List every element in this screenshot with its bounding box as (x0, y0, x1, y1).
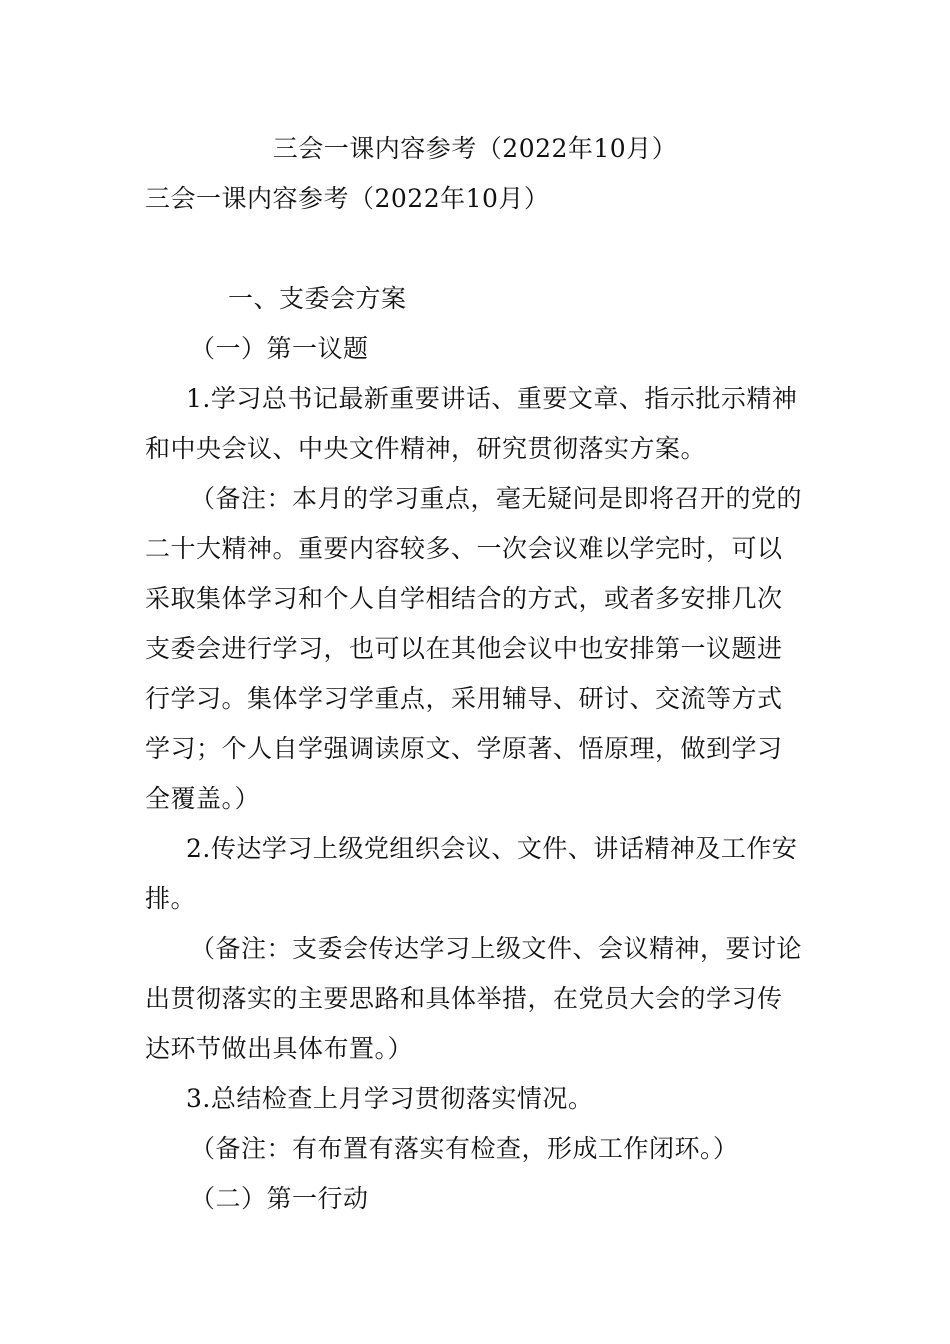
paragraph-line: 和中央会议、中央文件精神，研究贯彻落实方案。 (145, 434, 707, 463)
paragraph-line: 3.总结检查上月学习贯彻落实情况。 (186, 1084, 594, 1113)
document-title: 三会一课内容参考（2022年10月） (272, 134, 678, 163)
paragraph-line: 排。 (145, 884, 197, 913)
subsection-heading: （一）第一议题 (190, 334, 369, 363)
note-line: 出贯彻落实的主要思路和具体举措，在党员大会的学习传 (145, 984, 783, 1013)
subsection-heading: （二）第一行动 (190, 1184, 369, 1213)
section-heading: 一、支委会方案 (228, 284, 407, 313)
paragraph-line: 2.传达学习上级党组织会议、文件、讲话精神及工作安 (186, 834, 798, 863)
note-line: 学习；个人自学强调读原文、学原著、悟原理，做到学习 (145, 734, 783, 763)
paragraph-line: 1.学习总书记最新重要讲话、重要文章、指示批示精神 (186, 384, 798, 413)
note-line: （备注：本月的学习重点，毫无疑问是即将召开的党的 (190, 484, 803, 513)
note-line: （备注：有布置有落实有检查，形成工作闭环。） (190, 1134, 739, 1163)
note-line: 支委会进行学习，也可以在其他会议中也安排第一议题进 (145, 634, 783, 663)
document-subtitle: 三会一课内容参考（2022年10月） (145, 184, 550, 213)
note-line: 二十大精神。重要内容较多、一次会议难以学完时，可以 (145, 534, 783, 563)
note-line: 采取集体学习和个人自学相结合的方式，或者多安排几次 (145, 584, 783, 613)
note-line: （备注：支委会传达学习上级文件、会议精神，要讨论 (190, 934, 803, 963)
note-line: 行学习。集体学习学重点，采用辅导、研讨、交流等方式 (145, 684, 783, 713)
note-line: 全覆盖。） (145, 784, 261, 813)
note-line: 达环节做出具体布置。） (145, 1034, 414, 1063)
